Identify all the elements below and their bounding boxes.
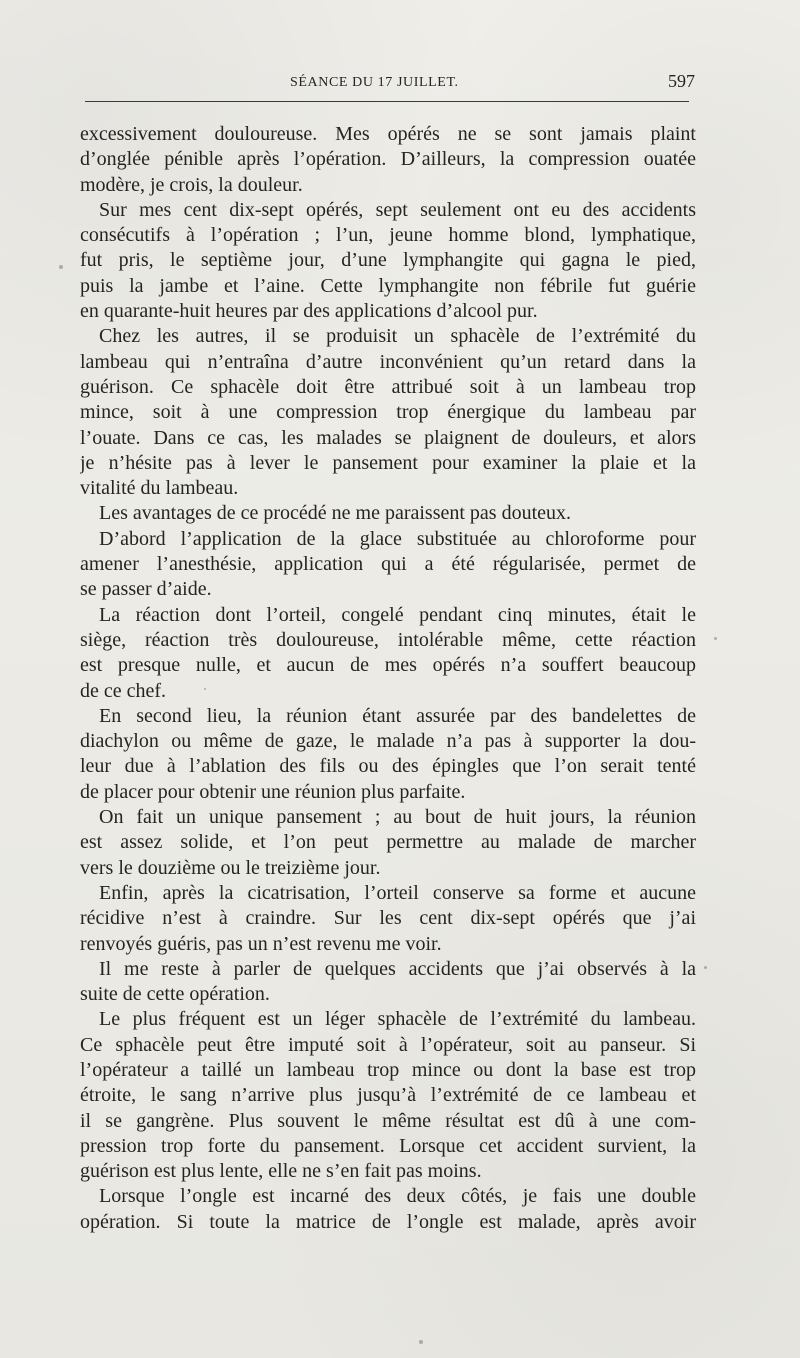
text-line: étroite, le sang n’arrive plus jusqu’à l’extrémité de ce lambeau et — [80, 1084, 696, 1107]
text-line: Lorsque l’ongle est incarné des deux côtés, je fais une double — [99, 1185, 696, 1208]
text-line: Les avantages de ce procédé ne me paraissent pas douteux. — [99, 502, 572, 525]
text-line: guérison est plus lente, elle ne s’en fait pas moins. — [80, 1160, 482, 1183]
text-line: d’onglée pénible après l’opération. D’ailleurs, la compression ouatée — [80, 148, 696, 171]
text-line: est assez solide, et l’on peut permettre au malade de marcher — [80, 831, 696, 854]
paper-speck — [204, 688, 206, 690]
text-line: consécutifs à l’opération ; l’un, jeune homme blond, lymphatique, — [80, 224, 696, 247]
text-line: Le plus fréquent est un léger sphacèle de l’extrémité du lambeau. — [99, 1008, 696, 1031]
text-line: de placer pour obtenir une réunion plus parfaite. — [80, 780, 466, 803]
text-line: l’opérateur a taillé un lambeau trop mince ou dont la base est trop — [80, 1058, 696, 1081]
text-line: opération. Si toute la matrice de l’ongle est malade, après avoir — [80, 1210, 696, 1233]
text-line: je n’hésite pas à lever le pansement pour examiner la plaie et la — [80, 451, 696, 474]
text-line: puis la jambe et l’aine. Cette lymphangite non fébrile fut guérie — [80, 274, 696, 297]
text-line: en quarante-huit heures par des applications d’alcool pur. — [80, 300, 538, 323]
text-line: Ce sphacèle peut être imputé soit à l’opérateur, soit au panseur. Si — [80, 1033, 696, 1056]
text-line: se passer d’aide. — [80, 578, 212, 601]
text-line: D’abord l’application de la glace substituée au chloroforme pour — [99, 527, 696, 550]
text-line: fut pris, le septième jour, d’une lymphangite qui gagna le pied, — [80, 249, 696, 272]
text-line: excessivement douloureuse. Mes opérés ne se sont jamais plaint — [80, 123, 696, 145]
text-line: siège, réaction très douloureuse, intolérable même, cette réaction — [80, 628, 696, 651]
body-text — [80, 122, 696, 1235]
text-line: leur due à l’ablation des fils ou des épingles que l’on serait tenté — [80, 755, 696, 778]
text-line: En second lieu, la réunion étant assurée par des bandelettes de — [99, 704, 696, 727]
text-line: pression trop forte du pansement. Lorsque cet accident survient, la — [80, 1134, 696, 1157]
text-line: l’ouate. Dans ce cas, les malades se plaignent de douleurs, et alors — [80, 426, 696, 449]
running-title: SÉANCE DU 17 JUILLET. — [290, 75, 459, 90]
text-line: Enfin, après la cicatrisation, l’orteil conserve sa forme et aucune — [99, 881, 696, 904]
text-line: il se gangrène. Plus souvent le même résultat est dû à une com- — [80, 1109, 696, 1132]
page-number: 597 — [668, 71, 695, 91]
paper-speck — [714, 637, 717, 640]
text-line: mince, soit à une compression trop énergique du lambeau par — [80, 401, 696, 424]
page-header — [80, 64, 696, 94]
text-line: diachylon ou même de gaze, le malade n’a pas à supporter la dou- — [80, 730, 696, 753]
text-line: suite de cette opération. — [80, 983, 270, 1006]
text-line: renvoyés guéris, pas un n’est revenu me voir. — [80, 932, 442, 955]
paper-speck — [59, 265, 63, 269]
text-line: modère, je crois, la douleur. — [80, 173, 303, 196]
text-line: vers le douzième ou le treizième jour. — [80, 856, 381, 879]
text-line: Il me reste à parler de quelques accidents que j’ai observés à la — [99, 957, 696, 980]
text-line: vitalité du lambeau. — [80, 477, 239, 500]
text-line: On fait un unique pansement ; au bout de huit jours, la réunion — [99, 806, 696, 829]
text-line: de ce chef. — [80, 679, 167, 702]
text-line: Chez les autres, il se produisit un sphacèle de l’extrémité du — [99, 325, 696, 348]
text-line: amener l’anesthésie, application qui a été régularisée, permet de — [80, 553, 696, 576]
text-line: lambeau qui n’entraîna d’autre inconvénient qu’un retard dans la — [80, 350, 696, 373]
text-line: Sur mes cent dix-sept opérés, sept seulement ont eu des accidents — [99, 198, 696, 221]
text-line: guérison. Ce sphacèle doit être attribué soit à un lambeau trop — [80, 375, 696, 398]
text-line: est presque nulle, et aucun de mes opérés n’a souffert beaucoup — [80, 654, 696, 677]
header-rule — [85, 101, 689, 102]
paper-speck — [704, 966, 707, 969]
paper-speck — [419, 1340, 423, 1344]
text-line: La réaction dont l’orteil, congelé pendant cinq minutes, était le — [99, 603, 696, 626]
text-line: récidive n’est à craindre. Sur les cent dix-sept opérés que j’ai — [80, 907, 696, 930]
